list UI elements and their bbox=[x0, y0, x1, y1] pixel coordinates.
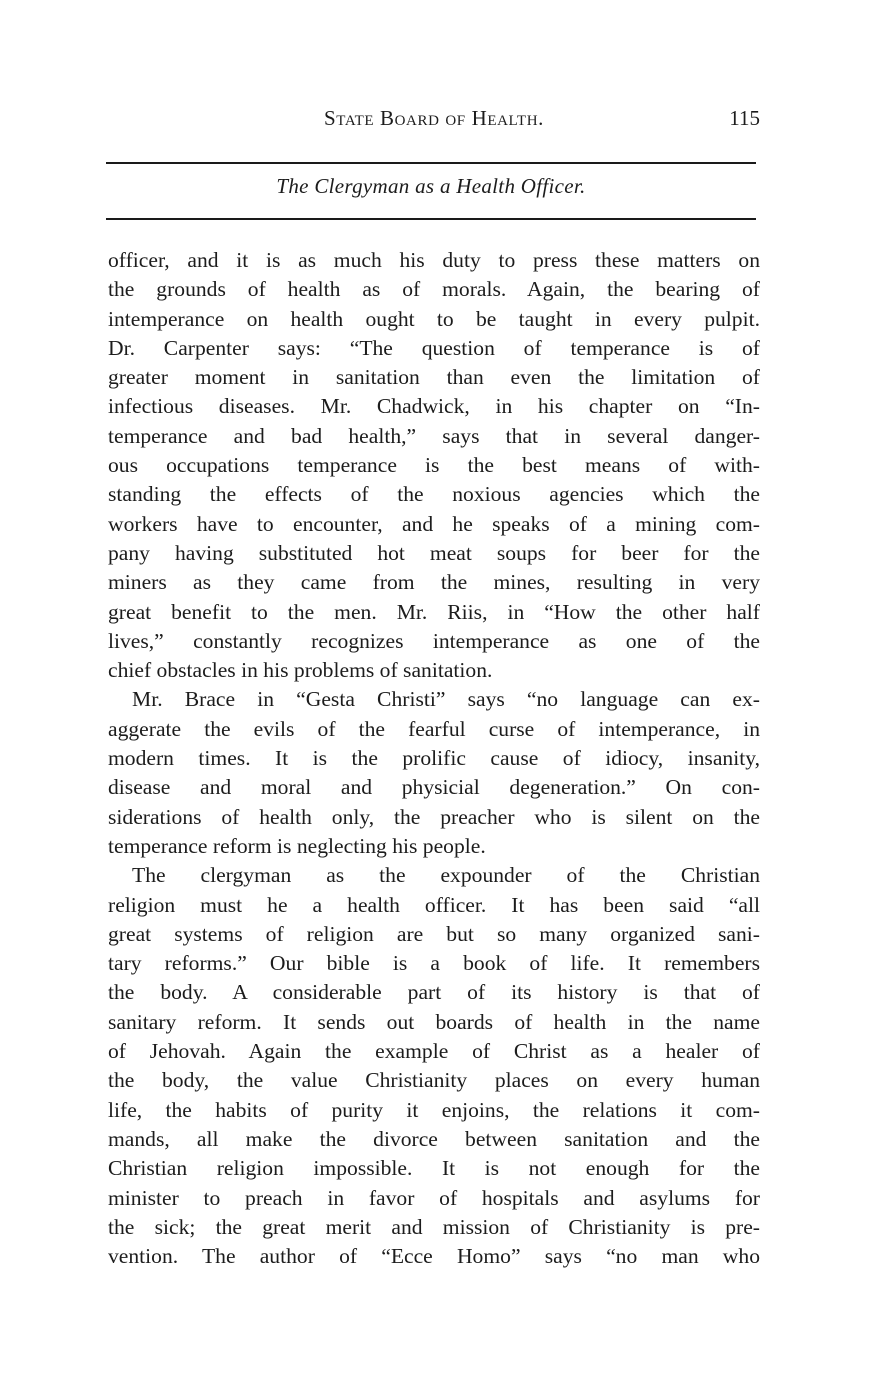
running-head bbox=[108, 106, 760, 140]
text-line: vention. The author of “Ecce Homo” says “no man who bbox=[108, 1244, 760, 1269]
text-line: lives,” constantly recognizes intemperance as one of the bbox=[108, 628, 760, 653]
text-line: the body. A considerable part of its history is that of bbox=[108, 980, 760, 1005]
text-line: Dr. Carpenter says: “The question of temperance is of bbox=[108, 335, 760, 360]
text-line: infectious diseases. Mr. Chadwick, in his chapter on “In- bbox=[108, 394, 760, 419]
text-line: siderations of health only, the preacher who is silent on the bbox=[108, 804, 760, 829]
text-line: pany having substituted hot meat soups for beer for the bbox=[108, 540, 760, 565]
text-line: miners as they came from the mines, resulting in very bbox=[108, 570, 760, 595]
text-line: The clergyman as the expounder of the Christian bbox=[132, 863, 760, 888]
top-rule bbox=[106, 162, 756, 164]
text-line: standing the effects of the noxious agencies which the bbox=[108, 482, 760, 507]
text-line: Mr. Brace in “Gesta Christi” says “no language can ex- bbox=[132, 687, 760, 712]
text-line: chief obstacles in his problems of sanitation. bbox=[108, 658, 493, 683]
text-line: tary reforms.” Our bible is a book of life. It remembers bbox=[108, 951, 760, 976]
text-line: temperance reform is neglecting his people. bbox=[108, 833, 486, 858]
text-line: of Jehovah. Again the example of Christ as a healer of bbox=[108, 1039, 760, 1064]
text-line: great systems of religion are but so many organized sani- bbox=[108, 921, 760, 946]
paragraph-3 bbox=[108, 861, 760, 1271]
text-line: workers have to encounter, and he speaks of a mining com- bbox=[108, 511, 760, 536]
text-line: sanitary reform. It sends out boards of health in the name bbox=[108, 1009, 760, 1034]
running-title: State Board of Health. bbox=[324, 106, 544, 130]
text-line: intemperance on health ought to be taught in every pulpit. bbox=[108, 306, 760, 331]
text-line: modern times. It is the prolific cause of idiocy, insanity, bbox=[108, 746, 760, 771]
text-line: minister to preach in favor of hospitals and asylums for bbox=[108, 1185, 760, 1210]
text-line: greater moment in sanitation than even the limitation of bbox=[108, 365, 760, 390]
text-line: aggerate the evils of the fearful curse of intemperance, in bbox=[108, 716, 760, 741]
text-line: great benefit to the men. Mr. Riis, in “How the other half bbox=[108, 599, 760, 624]
text-line: officer, and it is as much his duty to press these matters on bbox=[108, 248, 760, 272]
paragraph-1 bbox=[108, 246, 760, 685]
text-line: ous occupations temperance is the best means of with- bbox=[108, 453, 760, 478]
text-line: the grounds of health as of morals. Again, the bearing of bbox=[108, 277, 760, 302]
text-line: the body, the value Christianity places on every human bbox=[108, 1068, 760, 1093]
text-line: disease and moral and physicial degeneration.” On con- bbox=[108, 775, 760, 800]
text-line: Christian religion impossible. It is not enough for the bbox=[108, 1156, 760, 1181]
chapter-title: The Clergyman as a Health Officer. bbox=[276, 174, 586, 198]
text-line: religion must he a health officer. It has been said “all bbox=[108, 892, 760, 917]
bottom-rule bbox=[106, 218, 756, 220]
text-line: mands, all make the divorce between sanitation and the bbox=[108, 1126, 760, 1151]
paragraph-2 bbox=[108, 685, 760, 861]
page-number: 115 bbox=[729, 106, 760, 130]
text-line: the sick; the great merit and mission of Christianity is pre- bbox=[108, 1214, 760, 1239]
text-line: life, the habits of purity it enjoins, the relations it com- bbox=[108, 1097, 760, 1122]
text-line: temperance and bad health,” says that in several danger- bbox=[108, 423, 760, 448]
body-text bbox=[108, 246, 760, 1271]
